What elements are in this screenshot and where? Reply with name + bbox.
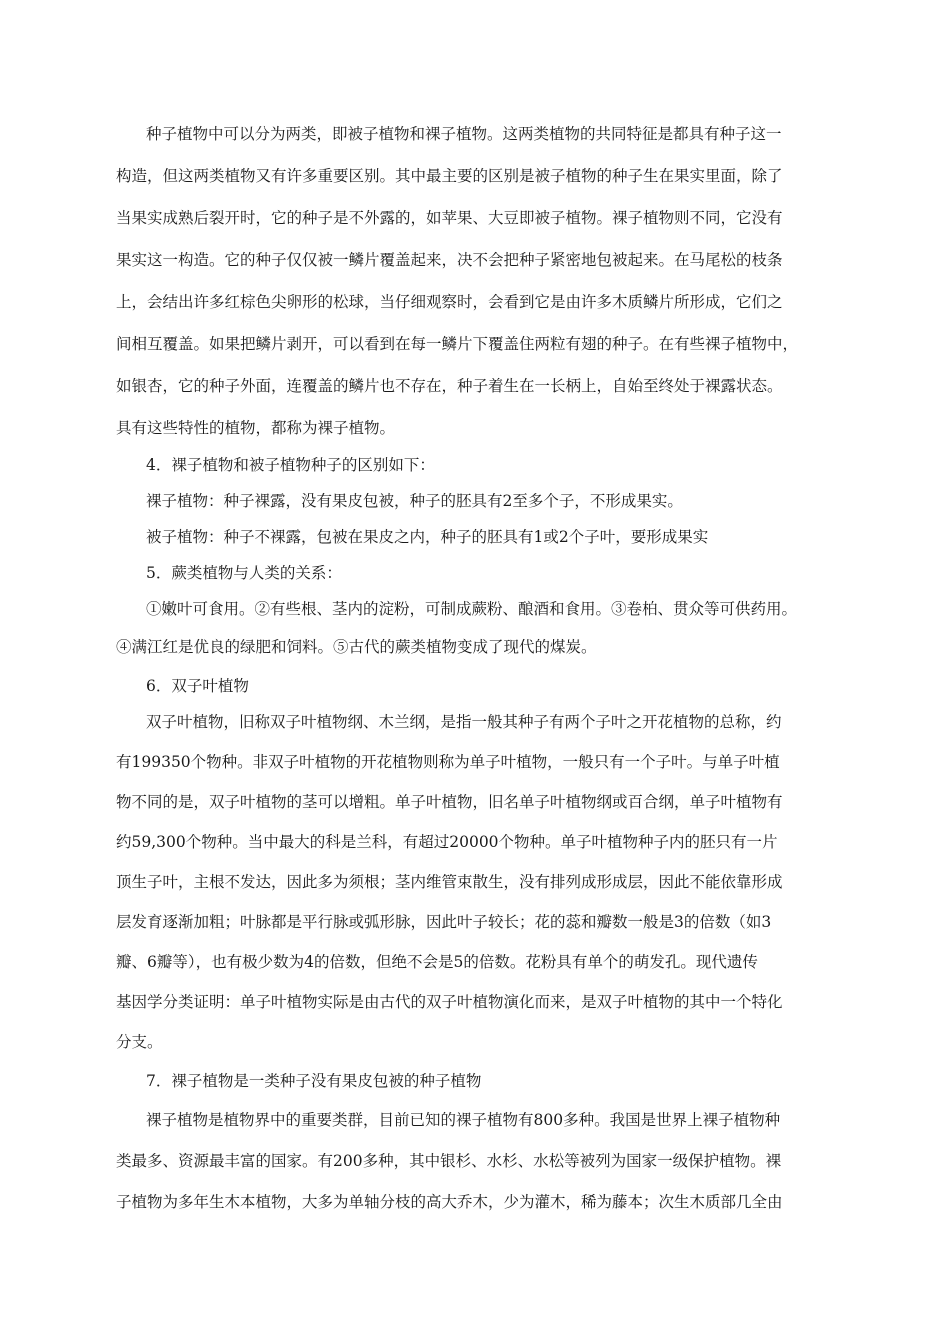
heading-5: 5．蕨类植物与人类的关系： bbox=[146, 564, 342, 582]
text-line: 间相互覆盖。如果把鳞片剥开，可以看到在每一鳞片下覆盖住两粒有翅的种子。在有些裸子植物中， bbox=[116, 335, 799, 353]
angiosperm-definition: 被子植物：种子不裸露，包被在果皮之内，种子的胚具有1或2个子叶，要形成果实 bbox=[146, 528, 709, 546]
text-line: 有199350个物种。非双子叶植物的开花植物则称为单子叶植物，一般只有一个子叶。与单子叶植 bbox=[116, 753, 780, 771]
text-line: 分支。 bbox=[116, 1033, 163, 1051]
heading-4: 4．裸子植物和被子植物种子的区别如下： bbox=[146, 456, 435, 474]
text-line: 当果实成熟后裂开时，它的种子是不外露的，如苹果、大豆即被子植物。裸子植物则不同，它没有 bbox=[116, 209, 783, 227]
gymnosperm-definition: 裸子植物：种子裸露，没有果皮包被，种子的胚具有2至多个子，不形成果实。 bbox=[146, 492, 683, 510]
text-line: 顶生子叶，主根不发达，因此多为须根；茎内维管束散生，没有排列成形成层，因此不能依靠形成 bbox=[116, 873, 783, 891]
text-line: 构造，但这两类植物又有许多重要区别。其中最主要的区别是被子植物的种子生在果实里面，除了 bbox=[116, 167, 783, 185]
text-line: 双子叶植物，旧称双子叶植物纲、木兰纲，是指一般其种子有两个子叶之开花植物的总称，约 bbox=[146, 713, 782, 731]
text-line: 物不同的是，双子叶植物的茎可以增粗。单子叶植物，旧名单子叶植物纲或百合纲，单子叶植物有 bbox=[116, 793, 783, 811]
text-line: 瓣、6瓣等），也有极少数为4的倍数，但绝不会是5的倍数。花粉具有单个的萌发孔。现代遗传 bbox=[116, 953, 758, 971]
text-line: 果实这一构造。它的种子仅仅被一鳞片覆盖起来，决不会把种子紧密地包被起来。在马尾松的枝条 bbox=[116, 251, 783, 269]
text-line: 子植物为多年生木本植物，大多为单轴分枝的高大乔木，少为灌木，稀为藤本；次生木质部几全由 bbox=[116, 1193, 783, 1211]
text-line: 约59,300个物种。当中最大的科是兰科，有超过20000个物种。单子叶植物种子内的胚只有一片 bbox=[116, 833, 778, 851]
text-line: 种子植物中可以分为两类，即被子植物和裸子植物。这两类植物的共同特征是都具有种子这一 bbox=[146, 125, 782, 143]
text-line: 裸子植物是植物界中的重要类群，目前已知的裸子植物有800多种。我国是世界上裸子植物种 bbox=[146, 1111, 781, 1129]
text-line: 基因学分类证明：单子叶植物实际是由古代的双子叶植物演化而来，是双子叶植物的其中一个特化 bbox=[116, 993, 783, 1011]
text-line: ①嫩叶可食用。②有些根、茎内的淀粉，可制成蕨粉、酿酒和食用。③卷柏、贯众等可供药用。 bbox=[146, 600, 798, 618]
text-line: 具有这些特性的植物，都称为裸子植物。 bbox=[116, 419, 396, 437]
text-line: 层发育逐渐加粗；叶脉都是平行脉或弧形脉，因此叶子较长；花的蕊和瓣数一般是3的倍数（如3 bbox=[116, 913, 772, 931]
text-line: ④满江红是优良的绿肥和饲料。⑤古代的蕨类植物变成了现代的煤炭。 bbox=[116, 638, 597, 656]
text-line: 上，会结出许多红棕色尖卵形的松球，当仔细观察时，会看到它是由许多木质鳞片所形成，它们之 bbox=[116, 293, 783, 311]
heading-6: 6．双子叶植物 bbox=[146, 677, 249, 695]
text-line: 如银杏，它的种子外面，连覆盖的鳞片也不存在，种子着生在一长柄上，自始至终处于裸露状态。 bbox=[116, 377, 783, 395]
heading-7: 7．裸子植物是一类种子没有果皮包被的种子植物 bbox=[146, 1072, 482, 1090]
text-line: 类最多、资源最丰富的国家。有200多种，其中银杉、水杉、水松等被列为国家一级保护植物。裸 bbox=[116, 1152, 782, 1170]
